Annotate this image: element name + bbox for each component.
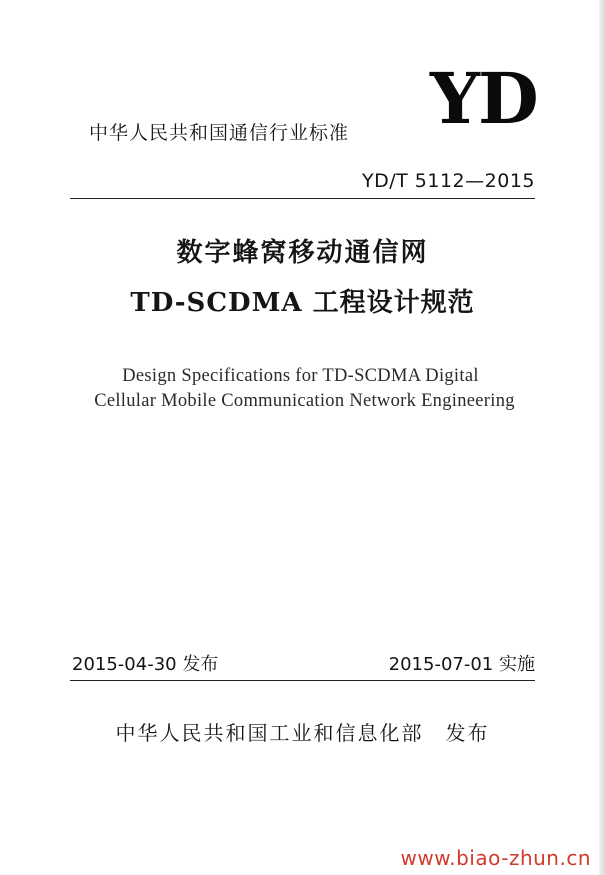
bottom-divider <box>70 680 535 681</box>
standard-category: 中华人民共和国通信行业标准 <box>89 122 350 144</box>
top-divider <box>70 198 535 199</box>
title-english-line-2: Cellular Mobile Communication Network Engineering <box>94 391 515 411</box>
standard-number: YD/T 5112—2015 <box>362 170 535 192</box>
release-date: 2015-04-30 发布 <box>72 654 219 675</box>
title-chinese-line-1: 数字蜂窝移动通信网 <box>176 238 429 268</box>
watermark-url: www.biao-zhun.cn <box>400 846 591 870</box>
title-english-line-1: Design Specifications for TD-SCDMA Digital <box>122 366 479 386</box>
implementation-date: 2015-07-01 实施 <box>388 654 535 675</box>
issuing-authority: 中华人民共和国工业和信息化部 发布 <box>115 721 490 745</box>
yd-logo: YD <box>430 57 537 140</box>
title-chinese-line-2: TD-SCDMA 工程设计规范 <box>130 288 475 318</box>
